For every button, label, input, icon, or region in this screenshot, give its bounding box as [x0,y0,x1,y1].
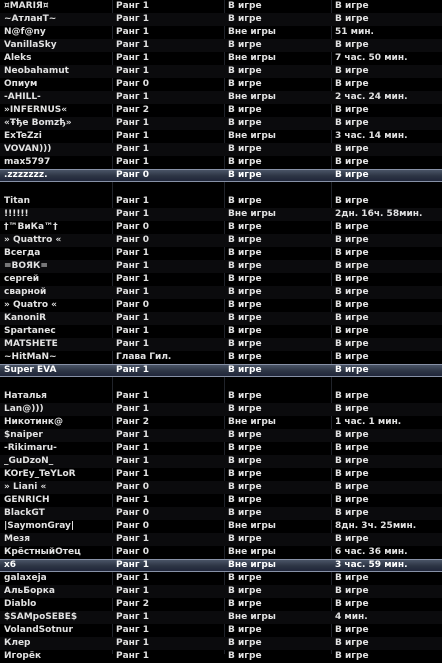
member-last-seen: В игре [335,456,369,466]
member-last-seen: В игре [335,651,369,661]
member-status: В игре [228,599,262,609]
member-status: В игре [228,79,262,89]
roster-row-selected[interactable] [0,559,442,572]
member-status: Вне игры [228,92,276,102]
group-separator [0,377,442,390]
member-name: =ВОЯК= [4,261,48,271]
member-rank: Ранг 1 [116,66,149,76]
roster-row[interactable] [0,611,442,624]
roster-row[interactable] [0,533,442,546]
member-last-seen: В игре [335,508,369,518]
member-rank: Ранг 1 [116,53,149,63]
member-status: В игре [228,66,262,76]
roster-row[interactable] [0,0,442,13]
member-name: ExTeZzi [4,131,42,141]
member-name: $naiper [4,430,43,440]
member-last-seen: 1 час. 1 мин. [335,417,402,427]
member-last-seen: В игре [335,586,369,596]
roster-row[interactable] [0,585,442,598]
member-name: galaxeja [4,573,47,583]
member-name: Мезя [4,534,31,544]
member-last-seen: 3 час. 59 мин. [335,560,408,570]
roster-row[interactable] [0,325,442,338]
member-rank: Глава Гил. [116,352,172,362]
member-rank: Ранг 1 [116,14,149,24]
roster-row-selected[interactable] [0,169,442,182]
member-last-seen: В игре [335,469,369,479]
member-name: -AHILL- [4,92,41,102]
member-rank: Ранг 1 [116,391,149,401]
member-status: Вне игры [228,612,276,622]
member-name: Игорёк [4,651,42,661]
member-last-seen: В игре [335,196,369,206]
member-name: Spartanec [4,326,56,336]
member-rank: Ранг 1 [116,560,149,570]
member-status: В игре [228,573,262,583]
member-last-seen: В игре [335,248,369,258]
roster-row[interactable] [0,26,442,39]
member-name: ~HitMaN~ [4,352,57,362]
member-name: Neobahamut [4,66,69,76]
member-status: В игре [228,313,262,323]
roster-row[interactable] [0,416,442,429]
member-name: VolandSotnur [4,625,73,635]
member-status: В игре [228,625,262,635]
member-name: †™ВиКа™† [4,222,58,232]
member-last-seen: В игре [335,625,369,635]
member-name: .zzzzzzz. [4,170,48,180]
member-last-seen: В игре [335,404,369,414]
member-name: ~АтланТ~ [4,14,57,24]
member-last-seen: В игре [335,430,369,440]
member-rank: Ранг 1 [116,365,149,375]
member-name: ¤MARIЯ¤ [4,1,49,11]
member-rank: Ранг 1 [116,495,149,505]
member-name: N@f@ny [4,27,46,37]
member-last-seen: В игре [335,365,369,375]
member-status: В игре [228,118,262,128]
member-status: В игре [228,144,262,154]
member-name: _GuDzoN_ [4,456,54,466]
member-status: В игре [228,300,262,310]
roster-row[interactable] [0,91,442,104]
member-rank: Ранг 0 [116,300,149,310]
member-last-seen: В игре [335,339,369,349]
roster-row[interactable] [0,351,442,364]
member-name: Никотинк@ [4,417,63,427]
member-rank: Ранг 1 [116,248,149,258]
roster-row[interactable] [0,13,442,26]
member-last-seen: В игре [335,287,369,297]
member-name: » Quatro « [4,300,57,310]
member-status: В игре [228,14,262,24]
roster-row[interactable] [0,156,442,169]
member-status: В игре [228,170,262,180]
member-status: Вне игры [228,209,276,219]
roster-row[interactable] [0,546,442,559]
member-status: Вне игры [228,547,276,557]
member-rank: Ранг 1 [116,430,149,440]
member-status: В игре [228,235,262,245]
member-last-seen: В игре [335,222,369,232]
member-status: В игре [228,274,262,284]
member-rank: Ранг 1 [116,157,149,167]
member-last-seen: В игре [335,144,369,154]
member-status: В игре [228,261,262,271]
member-status: В игре [228,534,262,544]
roster-row[interactable] [0,65,442,78]
roster-row[interactable] [0,624,442,637]
member-status: В игре [228,456,262,466]
roster-row[interactable] [0,442,442,455]
member-rank: Ранг 2 [116,599,149,609]
roster-row[interactable] [0,637,442,650]
member-last-seen: В игре [335,261,369,271]
member-status: В игре [228,404,262,414]
member-last-seen: В игре [335,274,369,284]
member-rank: Ранг 1 [116,313,149,323]
member-status: В игре [228,443,262,453]
member-status: В игре [228,586,262,596]
member-status: Вне игры [228,27,276,37]
member-name: » Quattro « [4,235,62,245]
member-last-seen: В игре [335,352,369,362]
member-last-seen: В игре [335,482,369,492]
member-name: Наталья [4,391,47,401]
member-rank: Ранг 1 [116,1,149,11]
member-name: сварной [4,287,47,297]
member-rank: Ранг 1 [116,27,149,37]
member-last-seen: 6 час. 36 мин. [335,547,408,557]
member-last-seen: В игре [335,40,369,50]
member-last-seen: В игре [335,313,369,323]
member-rank: Ранг 0 [116,547,149,557]
member-last-seen: 7 час. 50 мин. [335,53,408,63]
roster-row[interactable] [0,260,442,273]
member-rank: Ранг 1 [116,625,149,635]
member-rank: Ранг 1 [116,326,149,336]
member-status: В игре [228,651,262,661]
member-rank: Ранг 0 [116,482,149,492]
member-rank: Ранг 1 [116,40,149,50]
member-status: В игре [228,638,262,648]
member-status: В игре [228,196,262,206]
member-rank: Ранг 1 [116,651,149,661]
member-last-seen: В игре [335,1,369,11]
roster-row[interactable] [0,130,442,143]
member-name: KOrEy_TeYLoR [4,469,76,479]
member-name: » Liani « [4,482,47,492]
roster-row[interactable] [0,507,442,520]
member-name: сергей [4,274,39,284]
member-status: В игре [228,352,262,362]
member-status: В игре [228,495,262,505]
member-last-seen: В игре [335,170,369,180]
member-name: Клер [4,638,31,648]
member-rank: Ранг 0 [116,170,149,180]
member-name: -Rikimaru- [4,443,57,453]
member-rank: Ранг 0 [116,508,149,518]
member-rank: Ранг 1 [116,209,149,219]
member-name: VOVAN))) [4,144,52,154]
roster-row[interactable] [0,78,442,91]
member-last-seen: 4 мин. [335,612,368,622]
member-last-seen: В игре [335,495,369,505]
member-rank: Ранг 1 [116,534,149,544]
member-rank: Ранг 1 [116,443,149,453]
roster-row[interactable] [0,286,442,299]
member-name: x6 [4,560,17,570]
member-rank: Ранг 1 [116,287,149,297]
roster-row[interactable] [0,429,442,442]
member-last-seen: В игре [335,443,369,453]
member-last-seen: 3 час. 14 мин. [335,131,408,141]
member-status: В игре [228,40,262,50]
member-status: В игре [228,222,262,232]
member-status: В игре [228,430,262,440]
member-rank: Ранг 1 [116,638,149,648]
member-last-seen: В игре [335,235,369,245]
member-last-seen: В игре [335,118,369,128]
member-status: В игре [228,287,262,297]
member-rank: Ранг 1 [116,261,149,271]
roster-row[interactable] [0,520,442,533]
member-rank: Ранг 0 [116,222,149,232]
member-last-seen: В игре [335,573,369,583]
member-last-seen: В игре [335,79,369,89]
member-status: Вне игры [228,521,276,531]
member-name: КрёстныйОтец [4,547,81,557]
member-last-seen: В игре [335,300,369,310]
roster-row[interactable] [0,195,442,208]
member-rank: Ранг 1 [116,92,149,102]
member-name: !!!!!! [4,209,29,219]
member-rank: Ранг 1 [116,456,149,466]
member-rank: Ранг 0 [116,235,149,245]
member-name: Опиум [4,79,38,89]
member-name: KanoniR [4,313,47,323]
member-rank: Ранг 1 [116,274,149,284]
member-name: »INFERNUS« [4,105,68,115]
member-last-seen: В игре [335,105,369,115]
roster-row[interactable] [0,403,442,416]
member-status: Вне игры [228,131,276,141]
member-status: В игре [228,508,262,518]
member-status: В игре [228,391,262,401]
roster-row[interactable] [0,273,442,286]
member-status: В игре [228,105,262,115]
member-name: Super EVA [4,365,57,375]
member-last-seen: 8дн. 3ч. 25мин. [335,521,417,531]
roster-row[interactable] [0,104,442,117]
member-last-seen: В игре [335,14,369,24]
member-name: MATSHETE [4,339,58,349]
member-name: max5797 [4,157,51,167]
member-status: В игре [228,326,262,336]
roster-row[interactable] [0,494,442,507]
member-rank: Ранг 1 [116,573,149,583]
roster-row[interactable] [0,299,442,312]
member-rank: Ранг 1 [116,469,149,479]
member-name: Diablo [4,599,37,609]
member-rank: Ранг 1 [116,144,149,154]
member-rank: Ранг 0 [116,79,149,89]
member-rank: Ранг 1 [116,196,149,206]
member-rank: Ранг 1 [116,118,149,128]
member-last-seen: В игре [335,638,369,648]
member-name: Lan@))) [4,404,44,414]
member-last-seen: 2 час. 24 мин. [335,92,408,102]
roster-row[interactable] [0,52,442,65]
member-rank: Ранг 1 [116,612,149,622]
roster-row[interactable] [0,143,442,156]
member-name: АльБорка [4,586,55,596]
roster-row[interactable] [0,208,442,221]
member-name: GENRICH [4,495,50,505]
member-status: В игре [228,157,262,167]
member-last-seen: В игре [335,599,369,609]
group-separator [0,182,442,195]
member-status: Вне игры [228,417,276,427]
member-status: В игре [228,482,262,492]
member-last-seen: В игре [335,534,369,544]
member-name: |SaymonGray| [4,521,75,531]
member-rank: Ранг 2 [116,417,149,427]
member-name: VanillaSky [4,40,57,50]
member-name: Titan [4,196,31,206]
member-last-seen: В игре [335,391,369,401]
member-status: В игре [228,248,262,258]
member-last-seen: В игре [335,157,369,167]
member-status: Вне игры [228,560,276,570]
roster-row[interactable] [0,468,442,481]
member-status: В игре [228,365,262,375]
roster-row[interactable] [0,650,442,663]
member-status: Вне игры [228,53,276,63]
member-rank: Ранг 1 [116,131,149,141]
member-last-seen: 2дн. 16ч. 58мин. [335,209,423,219]
roster-row[interactable] [0,221,442,234]
member-name: Всегда [4,248,41,258]
roster-row[interactable] [0,338,442,351]
member-last-seen: В игре [335,326,369,336]
member-rank: Ранг 1 [116,404,149,414]
member-name: «Ŧђe Bomzђ» [4,118,72,128]
member-rank: Ранг 2 [116,105,149,115]
member-rank: Ранг 1 [116,586,149,596]
roster-row[interactable] [0,390,442,403]
member-last-seen: 51 мин. [335,27,374,37]
member-status: В игре [228,339,262,349]
roster-row[interactable] [0,312,442,325]
roster-row[interactable] [0,455,442,468]
roster-row[interactable] [0,598,442,611]
member-status: В игре [228,469,262,479]
roster-row[interactable] [0,247,442,260]
member-last-seen: В игре [335,66,369,76]
roster-row[interactable] [0,234,442,247]
roster-row[interactable] [0,572,442,585]
member-status: В игре [228,1,262,11]
member-name: BlackGT [4,508,45,518]
roster-row[interactable] [0,481,442,494]
member-name: Aleks [4,53,32,63]
roster-row[interactable] [0,117,442,130]
roster-row[interactable] [0,39,442,52]
member-rank: Ранг 0 [116,521,149,531]
roster-row-selected[interactable] [0,364,442,377]
member-rank: Ранг 1 [116,339,149,349]
member-name: $SAMpoSEBE$ [4,612,78,622]
